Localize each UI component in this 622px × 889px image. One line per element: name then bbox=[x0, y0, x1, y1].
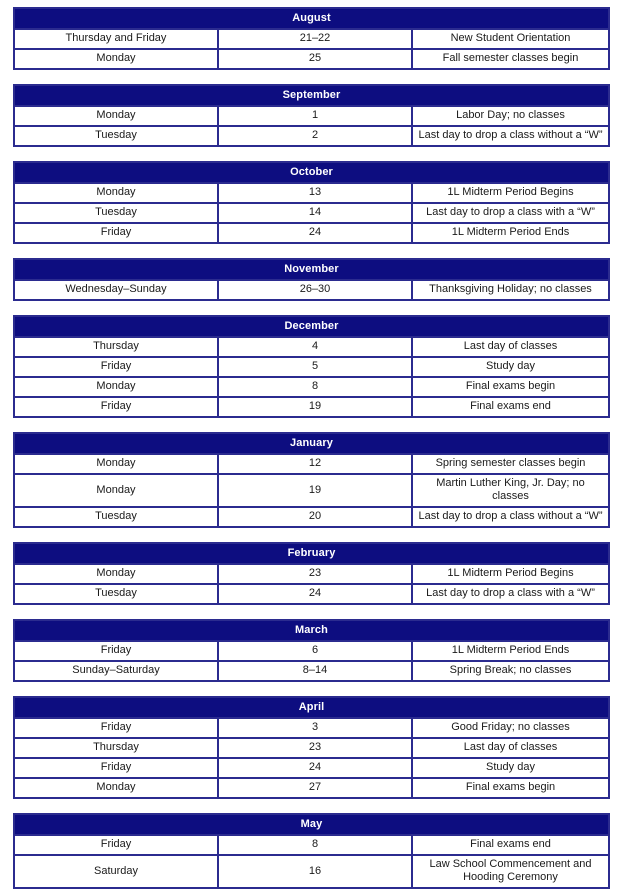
date-cell: 19 bbox=[219, 396, 413, 416]
month-name: January bbox=[15, 434, 608, 453]
date-cell: 2 bbox=[219, 125, 413, 145]
month-header-row bbox=[15, 434, 608, 453]
date-cell: 1 bbox=[219, 105, 413, 125]
day-cell: Friday bbox=[15, 717, 219, 737]
month-table bbox=[13, 696, 610, 799]
table-row bbox=[15, 222, 608, 242]
event-cell: Last day of classes bbox=[413, 336, 608, 356]
day-cell: Saturday bbox=[15, 854, 219, 887]
event-cell: Labor Day; no classes bbox=[413, 105, 608, 125]
table-row bbox=[15, 105, 608, 125]
day-cell: Monday bbox=[15, 182, 219, 202]
month-header-row bbox=[15, 544, 608, 563]
month-header-row bbox=[15, 86, 608, 105]
date-cell: 21–22 bbox=[219, 28, 413, 48]
day-cell: Monday bbox=[15, 453, 219, 473]
month-header-row bbox=[15, 317, 608, 336]
day-cell: Friday bbox=[15, 640, 219, 660]
date-cell: 26–30 bbox=[219, 279, 413, 299]
day-cell: Friday bbox=[15, 396, 219, 416]
day-cell: Monday bbox=[15, 376, 219, 396]
month-name: February bbox=[15, 544, 608, 563]
day-cell: Thursday and Friday bbox=[15, 28, 219, 48]
table-row bbox=[15, 453, 608, 473]
table-row bbox=[15, 279, 608, 299]
month-table bbox=[13, 161, 610, 244]
event-cell: Last day to drop a class with a “W” bbox=[413, 583, 608, 603]
date-cell: 24 bbox=[219, 583, 413, 603]
event-cell: Last day to drop a class without a “W” bbox=[413, 125, 608, 145]
event-cell: Law School Commencement and Hooding Ceremony bbox=[413, 854, 608, 887]
event-cell: Study day bbox=[413, 757, 608, 777]
month-table bbox=[13, 7, 610, 70]
date-cell: 19 bbox=[219, 473, 413, 506]
day-cell: Thursday bbox=[15, 336, 219, 356]
event-cell: Thanksgiving Holiday; no classes bbox=[413, 279, 608, 299]
date-cell: 24 bbox=[219, 222, 413, 242]
day-cell: Friday bbox=[15, 356, 219, 376]
table-row bbox=[15, 376, 608, 396]
date-cell: 23 bbox=[219, 737, 413, 757]
month-name: April bbox=[15, 698, 608, 717]
event-cell: Last day of classes bbox=[413, 737, 608, 757]
day-cell: Monday bbox=[15, 777, 219, 797]
day-cell: Wednesday–Sunday bbox=[15, 279, 219, 299]
month-header-row bbox=[15, 621, 608, 640]
month-name: December bbox=[15, 317, 608, 336]
table-row bbox=[15, 182, 608, 202]
event-cell: 1L Midterm Period Begins bbox=[413, 563, 608, 583]
day-cell: Sunday–Saturday bbox=[15, 660, 219, 680]
day-cell: Tuesday bbox=[15, 583, 219, 603]
date-cell: 14 bbox=[219, 202, 413, 222]
table-row bbox=[15, 202, 608, 222]
event-cell: Final exams end bbox=[413, 396, 608, 416]
month-header-row bbox=[15, 9, 608, 28]
table-row bbox=[15, 757, 608, 777]
table-row bbox=[15, 125, 608, 145]
day-cell: Thursday bbox=[15, 737, 219, 757]
date-cell: 4 bbox=[219, 336, 413, 356]
month-header-row bbox=[15, 260, 608, 279]
month-name: September bbox=[15, 86, 608, 105]
event-cell: Spring semester classes begin bbox=[413, 453, 608, 473]
event-cell: Last day to drop a class with a “W” bbox=[413, 202, 608, 222]
date-cell: 20 bbox=[219, 506, 413, 526]
date-cell: 25 bbox=[219, 48, 413, 68]
date-cell: 8–14 bbox=[219, 660, 413, 680]
table-row bbox=[15, 396, 608, 416]
table-row bbox=[15, 640, 608, 660]
date-cell: 12 bbox=[219, 453, 413, 473]
event-cell: Good Friday; no classes bbox=[413, 717, 608, 737]
month-name: October bbox=[15, 163, 608, 182]
table-row bbox=[15, 737, 608, 757]
table-row bbox=[15, 583, 608, 603]
event-cell: Final exams begin bbox=[413, 777, 608, 797]
date-cell: 27 bbox=[219, 777, 413, 797]
month-header-row bbox=[15, 815, 608, 834]
day-cell: Tuesday bbox=[15, 202, 219, 222]
month-table bbox=[13, 258, 610, 301]
month-table bbox=[13, 84, 610, 147]
event-cell: Study day bbox=[413, 356, 608, 376]
month-header-row bbox=[15, 698, 608, 717]
table-row bbox=[15, 473, 608, 506]
month-name: May bbox=[15, 815, 608, 834]
table-row bbox=[15, 834, 608, 854]
date-cell: 3 bbox=[219, 717, 413, 737]
table-row bbox=[15, 336, 608, 356]
table-row bbox=[15, 717, 608, 737]
month-table bbox=[13, 315, 610, 418]
month-table bbox=[13, 432, 610, 528]
table-row bbox=[15, 854, 608, 887]
event-cell: Final exams begin bbox=[413, 376, 608, 396]
month-table bbox=[13, 813, 610, 889]
table-row bbox=[15, 563, 608, 583]
date-cell: 8 bbox=[219, 834, 413, 854]
event-cell: New Student Orientation bbox=[413, 28, 608, 48]
date-cell: 6 bbox=[219, 640, 413, 660]
month-name: November bbox=[15, 260, 608, 279]
month-name: August bbox=[15, 9, 608, 28]
table-row bbox=[15, 28, 608, 48]
month-table bbox=[13, 542, 610, 605]
day-cell: Tuesday bbox=[15, 506, 219, 526]
date-cell: 16 bbox=[219, 854, 413, 887]
day-cell: Tuesday bbox=[15, 125, 219, 145]
day-cell: Monday bbox=[15, 48, 219, 68]
date-cell: 13 bbox=[219, 182, 413, 202]
month-header-row bbox=[15, 163, 608, 182]
day-cell: Friday bbox=[15, 757, 219, 777]
date-cell: 8 bbox=[219, 376, 413, 396]
table-row bbox=[15, 506, 608, 526]
event-cell: 1L Midterm Period Ends bbox=[413, 640, 608, 660]
date-cell: 5 bbox=[219, 356, 413, 376]
day-cell: Monday bbox=[15, 563, 219, 583]
event-cell: Fall semester classes begin bbox=[413, 48, 608, 68]
event-cell: Final exams end bbox=[413, 834, 608, 854]
day-cell: Monday bbox=[15, 473, 219, 506]
day-cell: Friday bbox=[15, 222, 219, 242]
month-name: March bbox=[15, 621, 608, 640]
date-cell: 24 bbox=[219, 757, 413, 777]
date-cell: 23 bbox=[219, 563, 413, 583]
event-cell: Last day to drop a class without a “W” bbox=[413, 506, 608, 526]
table-row bbox=[15, 48, 608, 68]
table-row bbox=[15, 777, 608, 797]
event-cell: Spring Break; no classes bbox=[413, 660, 608, 680]
table-row bbox=[15, 660, 608, 680]
day-cell: Friday bbox=[15, 834, 219, 854]
event-cell: Martin Luther King, Jr. Day; no classes bbox=[413, 473, 608, 506]
month-table bbox=[13, 619, 610, 682]
event-cell: 1L Midterm Period Ends bbox=[413, 222, 608, 242]
table-row bbox=[15, 356, 608, 376]
day-cell: Monday bbox=[15, 105, 219, 125]
event-cell: 1L Midterm Period Begins bbox=[413, 182, 608, 202]
